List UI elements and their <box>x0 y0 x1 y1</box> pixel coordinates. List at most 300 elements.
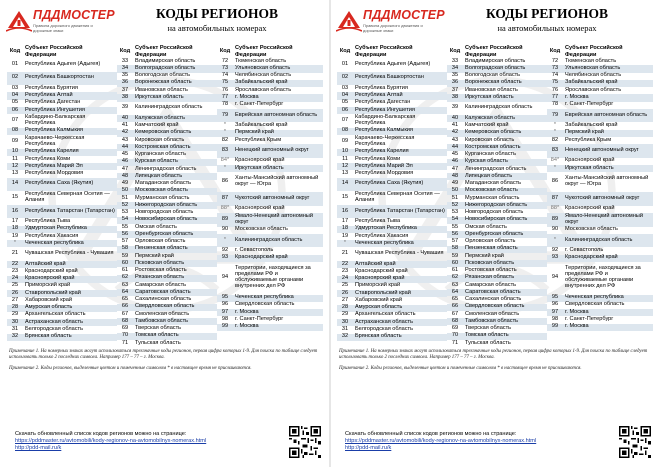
region-code: 24 <box>337 276 353 283</box>
table-header-row <box>447 45 547 58</box>
notes-section <box>339 349 653 377</box>
region-name: Красноярский край <box>353 276 447 283</box>
region-code: 82 <box>221 136 229 143</box>
region-code: 24 <box>7 276 23 283</box>
table-row <box>117 166 217 173</box>
table-row <box>117 94 217 101</box>
region-code: 27 <box>341 296 349 303</box>
table-row <box>117 130 217 137</box>
region-code: * <box>217 130 233 137</box>
region-code: 50 <box>117 188 133 195</box>
region-code: 70 <box>117 333 133 340</box>
region-name: Хабаровский край <box>355 296 403 303</box>
region-code: 09 <box>11 137 19 144</box>
region-code: 60 <box>447 260 463 267</box>
region-code: 74 <box>221 72 229 79</box>
region-name: Республика Башкортостан <box>23 72 117 86</box>
region-name: Еврейская автономная область <box>563 109 653 123</box>
table-row <box>117 333 217 340</box>
region-name: Красноярский край <box>565 205 615 212</box>
table-row <box>337 170 447 177</box>
region-code: 09 <box>341 137 349 144</box>
region-name: Смоленская область <box>465 310 520 317</box>
region-code: 15 <box>11 194 19 201</box>
table-row <box>217 227 323 234</box>
region-name: Иркутская область <box>133 94 217 101</box>
region-name: Калининградская область <box>233 234 323 248</box>
region-code: 96 <box>221 301 229 308</box>
region-code: 13 <box>11 170 19 177</box>
region-name: Новгородская область <box>465 209 524 216</box>
table-row <box>7 72 117 86</box>
table-row <box>447 217 547 224</box>
table-header-row <box>7 45 117 58</box>
region-code: 03 <box>341 84 349 91</box>
region-name: Сахалинская область <box>465 296 522 303</box>
table-row <box>117 275 217 282</box>
table-header-row <box>217 45 323 58</box>
table-row <box>337 312 447 319</box>
table-row <box>217 158 323 165</box>
region-name: Республика Марий Эл <box>353 163 447 170</box>
region-code: 15 <box>341 194 349 201</box>
region-code: 30 <box>337 319 353 326</box>
table-row <box>217 144 323 158</box>
region-code: 72 <box>551 57 559 64</box>
region-name: Красноярский край <box>235 157 285 164</box>
region-code: 34 <box>117 65 133 72</box>
region-code: 33 <box>451 57 459 64</box>
region-code: 11 <box>342 155 348 162</box>
region-code: 04 <box>7 92 23 99</box>
page-header <box>332 3 658 43</box>
page-gutter <box>329 0 331 467</box>
region-code: 59 <box>451 252 459 259</box>
region-name: г. Москва <box>563 309 653 316</box>
region-name: Амурская область <box>353 305 447 312</box>
table-row <box>217 137 323 144</box>
region-name: Пермский край <box>465 252 504 259</box>
table-row <box>547 262 653 295</box>
region-name: Республика Северная Осетия — Алания <box>25 191 110 204</box>
region-name: Республика Башкортостан <box>353 72 447 86</box>
qr-code-icon[interactable] <box>619 426 651 458</box>
table-row <box>447 340 547 347</box>
region-name: Нижегородская область <box>133 202 217 209</box>
region-code: 29 <box>341 311 349 318</box>
region-code: * <box>223 122 227 129</box>
table-row <box>7 58 117 72</box>
region-code: * <box>337 240 353 247</box>
table-row <box>7 114 117 128</box>
region-code: 55 <box>121 223 129 230</box>
region-code: 95 <box>217 295 233 302</box>
table-row <box>7 170 117 177</box>
region-name: Костромская область <box>133 144 217 151</box>
region-code: 47 <box>121 165 129 172</box>
region-name: Красноярский край <box>235 205 285 212</box>
region-name: Омская область <box>465 223 507 230</box>
region-code: 69 <box>121 325 129 332</box>
region-name: Чувашская Республика - Чувашия <box>25 250 114 257</box>
region-code: 32 <box>7 334 23 341</box>
region-code: 76 <box>221 86 229 93</box>
region-name: Ивановская область <box>465 86 518 93</box>
region-name: Свердловская область <box>565 301 625 308</box>
region-code: 75 <box>547 80 563 87</box>
region-name: Архангельская область <box>25 311 86 318</box>
table-row <box>217 234 323 248</box>
region-code: 41 <box>451 122 459 129</box>
table-row <box>547 206 653 213</box>
region-code: 04 <box>337 92 353 99</box>
region-code: 28 <box>7 305 23 312</box>
table-row <box>217 192 323 206</box>
region-code: 26 <box>7 290 23 297</box>
table-row <box>117 304 217 311</box>
region-code: 68 <box>117 318 133 325</box>
region-name: Республика Дагестан <box>355 99 411 106</box>
footer-link-main[interactable]: https://pddmaster.ru/avtomobili/kody-regionov-na-avtomobilnyx-nomerax.html <box>345 438 537 445</box>
region-name: Липецкая область <box>463 173 547 180</box>
region-name: Хабаровский край <box>25 296 73 303</box>
region-name: Тюменская область <box>565 57 617 64</box>
region-name: Тюменская область <box>235 57 287 64</box>
region-code: 27 <box>11 296 19 303</box>
table-row <box>117 80 217 87</box>
region-name: Чеченская республика <box>233 295 323 302</box>
region-name: Республика Ингушетия <box>353 107 447 114</box>
page-subtitle: на автомобильных номерах <box>167 23 267 33</box>
region-code: 08 <box>7 128 23 135</box>
region-code: 52 <box>447 202 463 209</box>
footer-link-main[interactable]: https://pddmaster.ru/avtomobili/kody-regionov-na-avtomobilnyx-nomerax.html <box>15 438 207 445</box>
header-subject: Субъект Российской Федерации <box>563 45 653 58</box>
region-name: Чукотский автономный округ <box>233 192 323 206</box>
table-row <box>7 312 117 319</box>
region-name: Карачаево-Черкесская Республика <box>355 134 415 147</box>
region-name: Ненецкий автономный округ <box>563 144 653 158</box>
region-code: 94 <box>221 274 229 281</box>
region-name: Иркутская область <box>233 165 323 172</box>
region-name: Приморский край <box>25 282 71 289</box>
region-code: 93 <box>217 255 233 262</box>
region-code: 75 <box>217 80 233 87</box>
table-row <box>7 283 117 290</box>
region-name: Орловская область <box>135 238 186 245</box>
region-code: 38 <box>117 94 133 101</box>
region-code: 55 <box>451 223 459 230</box>
table-row <box>547 130 653 137</box>
region-code: 01 <box>341 60 349 67</box>
region-code: 89 <box>217 213 233 227</box>
region-code: 89 <box>547 213 563 227</box>
page-title: КОДЫ РЕГИОНОВ <box>155 6 279 21</box>
table-row <box>217 87 323 94</box>
region-code: 98 <box>551 315 559 322</box>
region-name: Красноярский край <box>23 276 117 283</box>
region-name: Омская область <box>135 223 177 230</box>
table-row <box>117 217 217 224</box>
region-code: 78 <box>221 101 229 108</box>
header-code: Код <box>337 45 353 58</box>
table-row <box>117 137 217 144</box>
region-code: 79 <box>217 109 233 123</box>
table-row <box>447 195 547 202</box>
table-row <box>337 247 447 261</box>
region-code: * <box>547 165 563 172</box>
region-name: Удмуртская Республика <box>353 226 447 233</box>
region-code: 10 <box>337 149 353 156</box>
region-code: 50 <box>447 188 463 195</box>
region-code: 45 <box>451 151 459 158</box>
region-code: 70 <box>447 333 463 340</box>
region-name: Брянская область <box>23 334 117 341</box>
region-code: 35 <box>121 72 129 79</box>
region-name: Пензенская область <box>133 246 217 253</box>
region-code: 39 <box>121 104 129 111</box>
table-row <box>337 283 447 290</box>
region-code: 11 <box>12 155 18 162</box>
region-name: Республика Тыва <box>25 218 71 225</box>
table-row <box>337 205 447 219</box>
logo <box>6 5 115 39</box>
region-name: Республика Алтай <box>353 92 447 99</box>
region-code: 78 <box>551 101 559 108</box>
region-name: Мурманская область <box>135 194 190 201</box>
header-subject: Субъект Российской Федерации <box>133 45 217 58</box>
region-name: Московская область <box>235 226 288 233</box>
table-row <box>7 240 117 247</box>
region-code: 22 <box>337 261 353 268</box>
table-row <box>547 109 653 123</box>
region-code: 32 <box>337 334 353 341</box>
region-code: 14 <box>337 178 353 192</box>
region-name: Краснодарский край <box>25 267 78 274</box>
region-name: Чеченская республика <box>353 240 447 247</box>
table-row <box>7 178 117 192</box>
region-code: 67 <box>451 310 459 317</box>
region-name: Калужская область <box>133 115 217 122</box>
region-code: 49 <box>451 180 459 187</box>
header-code: Код <box>117 45 133 58</box>
region-name: Кабардино-Балкарская Республика <box>25 114 86 126</box>
region-name: Ростовская область <box>465 267 517 274</box>
region-code: 99 <box>217 324 233 331</box>
footer-link-short[interactable]: http://pdd-mail.ru/k <box>15 445 62 452</box>
table-row <box>547 302 653 309</box>
table-row <box>447 253 547 260</box>
region-name: Республика Карелия <box>23 149 117 156</box>
region-name: Московская область <box>133 188 217 195</box>
table-row <box>337 334 447 341</box>
region-name: Республика Бурятия <box>355 84 408 91</box>
region-code: 43 <box>451 136 459 143</box>
table-row <box>7 100 117 107</box>
region-code: 28 <box>337 305 353 312</box>
region-name: Новосибирская область <box>133 217 217 224</box>
region-code: 29 <box>11 311 19 318</box>
region-code: 65 <box>121 296 129 303</box>
logo-text: ПДДМОСТЕР <box>33 8 115 22</box>
region-code: 63 <box>451 281 459 288</box>
region-code: 30 <box>7 319 23 326</box>
region-name: Республика Татарстан (Татарстан) <box>353 205 447 219</box>
region-code: 26 <box>337 290 353 297</box>
region-name: Республика Дагестан <box>25 99 81 106</box>
region-code: 43 <box>121 136 129 143</box>
table-row <box>7 334 117 341</box>
table-row <box>547 102 653 109</box>
region-name: г. Санкт-Петербург <box>565 101 614 108</box>
table-row <box>217 172 323 192</box>
region-code: 69 <box>451 325 459 332</box>
region-name: Ульяновская область <box>233 65 323 72</box>
header-code: Код <box>217 45 233 58</box>
region-name: Пермский край <box>135 252 174 259</box>
region-name: г. Санкт-Петербург <box>565 315 614 322</box>
table-row <box>547 324 653 331</box>
note-1: Примечание 1. На номерных знаках могут использоваться трехзначные коды регионов, первая цифра которых 1-9. Для поиска по таблице следует использовать только 2 последних символа. Например 177 – 77 – г. Москва. <box>339 349 648 360</box>
table-row <box>547 172 653 192</box>
header-subject: Субъект Российской Федерации <box>353 45 447 58</box>
region-code: 08 <box>337 128 353 135</box>
table-row <box>447 224 547 231</box>
region-code: 54 <box>117 217 133 224</box>
region-code: 10 <box>7 149 23 156</box>
region-name: Тверская область <box>465 325 512 332</box>
region-name: Томская область <box>463 333 547 340</box>
region-name: Ненецкий автономный округ <box>233 144 323 158</box>
region-name: Республика Калмыкия <box>23 128 117 135</box>
region-code: 92 <box>551 247 559 254</box>
region-name: Республика Мордовия <box>355 170 414 177</box>
region-code: 16 <box>7 205 23 219</box>
region-name: Ставропольский край <box>23 290 117 297</box>
region-code: 22 <box>7 261 23 268</box>
region-code: 03 <box>11 84 19 91</box>
notes-section <box>9 349 323 377</box>
region-name: Алтайский край <box>353 261 447 268</box>
region-code: * <box>7 240 23 247</box>
table-row <box>217 130 323 137</box>
region-name: Кемеровская область <box>463 130 547 137</box>
table-row <box>547 255 653 262</box>
region-name: Краснодарский край <box>355 267 408 274</box>
table-row <box>7 149 117 156</box>
region-name: Астраханская область <box>23 319 117 326</box>
table-row <box>117 188 217 195</box>
region-code: 46 <box>117 159 133 166</box>
region-code: 13 <box>341 170 349 177</box>
region-name: Липецкая область <box>133 173 217 180</box>
table-row <box>447 130 547 137</box>
region-code: 36 <box>117 80 133 87</box>
region-code: 83 <box>547 144 563 158</box>
region-name: Саратовская область <box>133 289 217 296</box>
table-row <box>117 253 217 260</box>
region-code: 72 <box>221 57 229 64</box>
region-code: 41 <box>121 122 129 129</box>
logo-tagline: Правила дорожного движения и дорожные знаки <box>363 23 423 33</box>
region-code: 47 <box>451 165 459 172</box>
table-row <box>117 340 217 347</box>
note-2: Примечание 2. Коды регионов, выделенные цветом и помеченные символом * в настоящее время не присваиваются. <box>9 366 252 371</box>
region-code: 57 <box>451 238 459 245</box>
region-name: Челябинская область <box>235 72 292 79</box>
footer-link-short[interactable]: http://pdd-mail.ru/k <box>345 445 392 452</box>
table-row <box>337 114 447 128</box>
table-column-3 <box>217 45 323 331</box>
qr-code-icon[interactable] <box>289 426 321 458</box>
region-name: Костромская область <box>463 144 547 151</box>
table-row <box>547 227 653 234</box>
region-code: 37 <box>121 86 129 93</box>
region-code: 74 <box>551 72 559 79</box>
region-code: 51 <box>451 194 459 201</box>
region-name: Иркутская область <box>563 165 653 172</box>
table-row <box>117 159 217 166</box>
region-name: Республика Алтай <box>23 92 117 99</box>
region-name: Псковская область <box>463 260 547 267</box>
table-row <box>447 246 547 253</box>
region-code: 40 <box>117 115 133 122</box>
table-row <box>7 226 117 233</box>
header-subject: Субъект Российской Федерации <box>233 45 323 58</box>
region-code: 96 <box>551 301 559 308</box>
region-code: 46 <box>447 159 463 166</box>
region-name: Удмуртская Республика <box>23 226 117 233</box>
region-code: 53 <box>451 209 459 216</box>
region-name: г. Москва <box>563 94 653 101</box>
region-name: Новосибирская область <box>463 217 547 224</box>
region-name: Чукотский автономный округ <box>563 192 653 206</box>
region-name: Псковская область <box>133 260 217 267</box>
table-row <box>217 262 323 295</box>
region-name: Свердловская область <box>133 304 217 311</box>
table-row <box>547 158 653 165</box>
region-code: 23 <box>11 267 19 274</box>
table-row <box>547 192 653 206</box>
region-code: 25 <box>341 282 349 289</box>
region-code: * <box>217 234 233 248</box>
region-codes-table <box>337 45 653 346</box>
region-name: г. Санкт-Петербург <box>235 315 284 322</box>
region-name: Приморский край <box>355 282 401 289</box>
region-name: Ростовская область <box>135 267 187 274</box>
header-code: Код <box>447 45 463 58</box>
region-code: 73 <box>217 65 233 72</box>
region-name: Еврейская автономная область <box>233 109 323 123</box>
table-column-3 <box>547 45 653 331</box>
table-row <box>7 205 117 219</box>
region-code: 17 <box>11 218 19 225</box>
table-row <box>547 87 653 94</box>
table-row <box>447 304 547 311</box>
region-name: Ярославская область <box>565 86 622 93</box>
region-name: Краснодарский край <box>563 255 653 262</box>
region-name: Ивановская область <box>135 86 188 93</box>
table-header-row <box>547 45 653 58</box>
table-row <box>447 275 547 282</box>
region-code: 18 <box>337 226 353 233</box>
region-code: 58 <box>117 246 133 253</box>
table-row <box>337 128 447 135</box>
region-name: Территории, находящиеся за пределами РФ и обслуживаемые органами внутренних дел РФ <box>235 265 311 290</box>
table-column-1 <box>337 45 447 341</box>
page-title: КОДЫ РЕГИОНОВ <box>485 6 609 21</box>
region-name: Тульская область <box>465 339 511 346</box>
